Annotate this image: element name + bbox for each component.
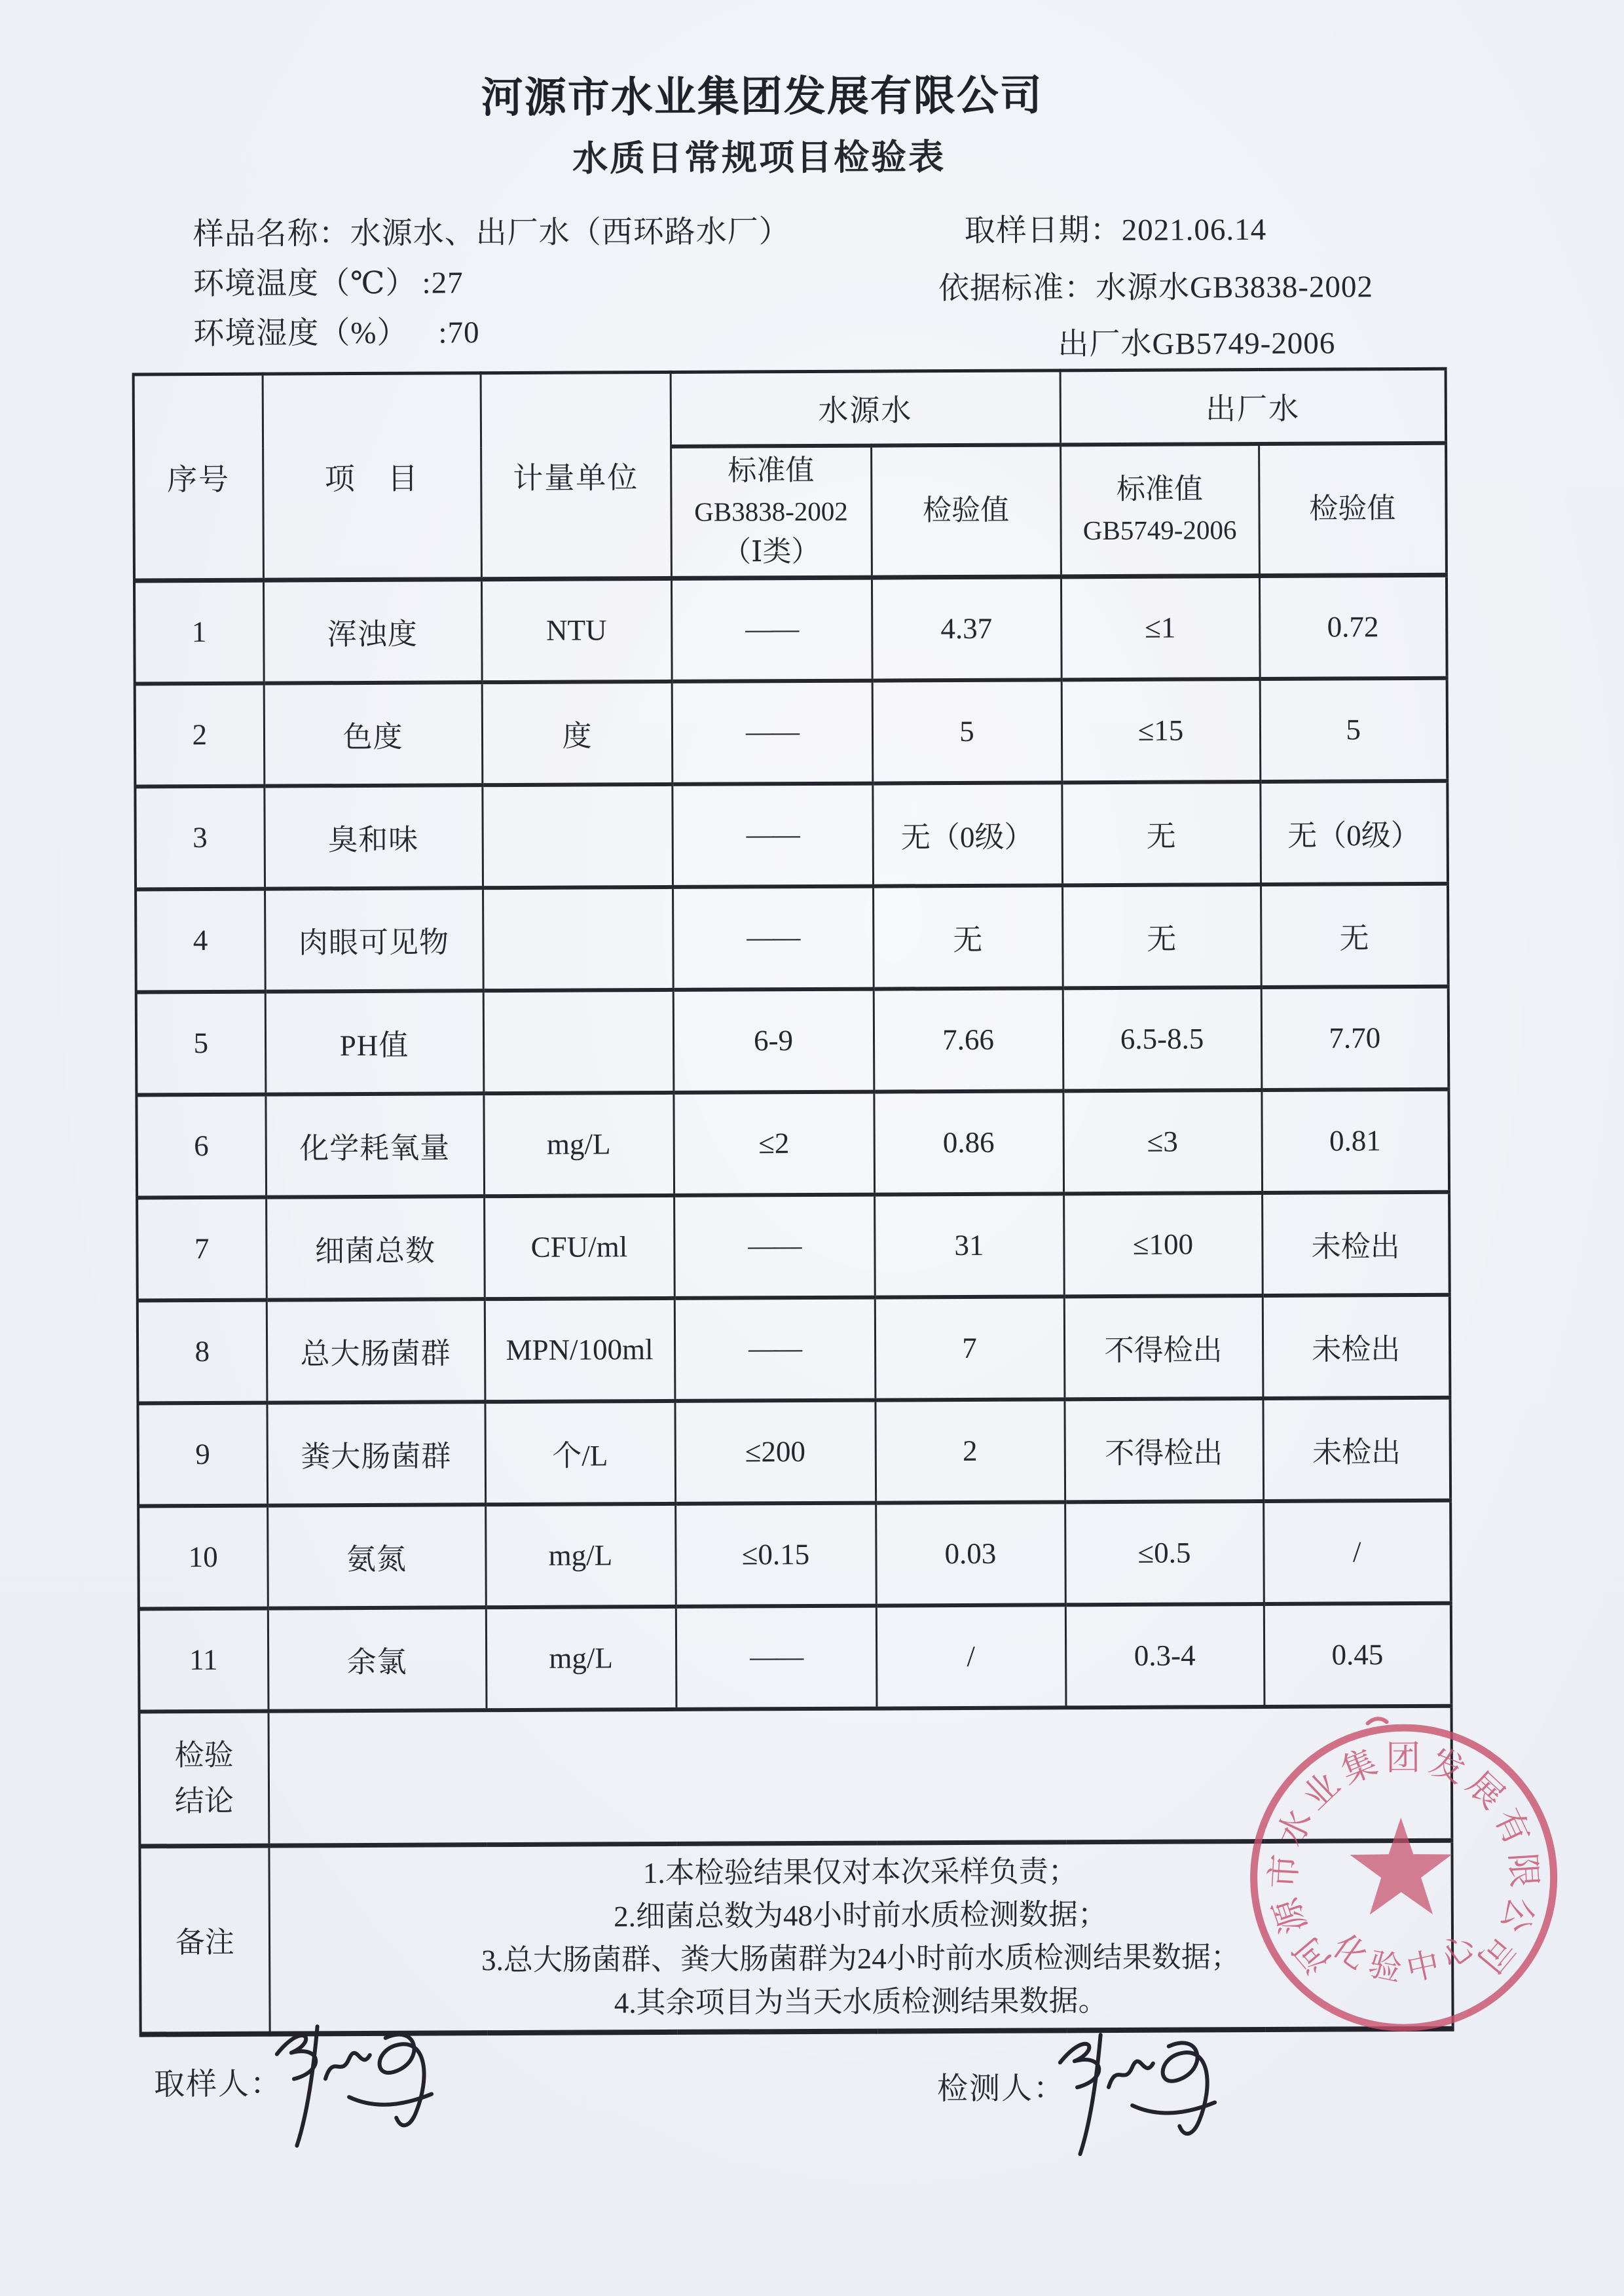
cell-source-standard: ——	[676, 1605, 877, 1709]
env-humidity-value: :70	[438, 316, 480, 350]
remark-label: 备注	[139, 1846, 269, 2034]
cell-outlet-value: 7.70	[1261, 986, 1449, 1089]
cell-outlet-value: 0.45	[1264, 1603, 1452, 1706]
seal-char: 团	[1386, 1739, 1421, 1778]
conclusion-label: 检验结论	[139, 1711, 269, 1846]
cell-outlet-value: 未检出	[1262, 1192, 1450, 1295]
cell-outlet-standard: 不得检出	[1064, 1398, 1263, 1502]
seal-star-icon	[1350, 1817, 1452, 1915]
cell-outlet-value: 未检出	[1263, 1294, 1450, 1398]
cell-outlet-standard: ≤0.5	[1065, 1501, 1264, 1605]
cell-unit	[483, 989, 674, 1093]
outlet-standard-line2: GB5749-2006	[1082, 515, 1237, 546]
cell-outlet-value: /	[1263, 1500, 1451, 1603]
cell-unit: mg/L	[483, 1092, 674, 1195]
cell-seq: 5	[136, 991, 266, 1095]
cell-source-standard: ——	[672, 680, 873, 784]
seal-char: 中	[1403, 1945, 1443, 1988]
outlet-standard-line1: 标准值	[1116, 473, 1203, 506]
document-title: 水质日常规项目检验表	[572, 137, 946, 179]
table-row	[138, 1397, 1450, 1506]
standard-line	[938, 262, 1373, 308]
sampling-date-label: 取样日期：	[964, 213, 1122, 248]
table-row	[137, 1192, 1450, 1300]
cell-item: PH值	[265, 991, 484, 1094]
col-header-seq: 序号	[134, 374, 263, 581]
cell-seq: 6	[136, 1094, 266, 1197]
cell-outlet-standard: 无	[1061, 782, 1261, 885]
col-header-outlet-value: 检验值	[1259, 443, 1447, 575]
cell-item: 色度	[264, 682, 483, 786]
cell-unit: NTU	[481, 578, 672, 682]
seal-char: 化	[1326, 1927, 1375, 1977]
cell-outlet-standard: 6.5-8.5	[1063, 987, 1262, 1091]
cell-unit	[483, 886, 673, 990]
source-standard-line1: 标准值	[728, 454, 815, 487]
seal-char: 水	[1270, 1804, 1320, 1852]
cell-source-standard: ≤0.15	[675, 1503, 876, 1606]
cell-item: 肉眼可见物	[265, 888, 483, 991]
cell-item: 余氯	[268, 1607, 487, 1711]
sample-name-label: 样品名称：	[193, 217, 350, 252]
env-humidity-label: 环境湿度（%）	[193, 316, 409, 352]
env-temp-line	[193, 258, 464, 303]
cell-source-standard: ——	[674, 1194, 875, 1298]
table-group-header-row	[134, 369, 1446, 448]
cell-item: 浑浊度	[263, 579, 482, 683]
env-temp-value: :27	[422, 266, 464, 301]
cell-seq: 9	[138, 1402, 267, 1506]
cell-seq: 7	[137, 1197, 267, 1300]
table-row	[136, 986, 1449, 1095]
cell-item: 细菌总数	[266, 1196, 485, 1300]
cell-source-standard: ——	[672, 783, 873, 886]
cell-seq: 10	[138, 1505, 268, 1609]
table-row	[134, 575, 1447, 683]
seal-char: 源	[1267, 1893, 1315, 1939]
cell-source-value: 7.66	[874, 988, 1063, 1091]
seal-char: 验	[1365, 1945, 1405, 1988]
group-header-source-water: 水源水	[671, 371, 1060, 446]
table-row	[135, 678, 1448, 786]
seal-char: 展	[1459, 1764, 1511, 1817]
seal-graphics	[1253, 1718, 1555, 2028]
cell-source-standard: ≤2	[673, 1091, 874, 1195]
env-humidity-line	[193, 308, 480, 353]
standard-source-value: 水源水GB3838-2002	[1095, 270, 1374, 306]
standard-outlet-value: 出厂水GB5749-2006	[1058, 326, 1336, 362]
source-standard-line2: GB3838-2002	[694, 496, 848, 528]
seal-char: 市	[1264, 1853, 1305, 1890]
table-row	[138, 1500, 1451, 1609]
cell-outlet-standard: 无	[1062, 884, 1261, 988]
env-temp-label: 环境温度（℃）	[193, 266, 417, 302]
col-header-outlet-standard	[1060, 444, 1259, 577]
cell-outlet-standard: ≤3	[1063, 1090, 1262, 1194]
cell-source-value: 4.37	[872, 577, 1061, 680]
col-header-source-standard	[671, 445, 872, 578]
cell-unit: mg/L	[485, 1503, 676, 1607]
cell-outlet-value: 0.72	[1259, 575, 1447, 678]
seal-char: 限	[1502, 1851, 1543, 1889]
cell-unit: CFU/ml	[484, 1195, 674, 1298]
table-row	[138, 1294, 1450, 1403]
sample-name-line	[193, 207, 790, 253]
tester-signature	[1040, 2005, 1237, 2176]
cell-source-standard: 6-9	[673, 989, 874, 1092]
seal-char: 司	[1469, 1928, 1521, 1980]
cell-source-standard: ——	[673, 886, 874, 989]
cell-item: 粪大肠菌群	[267, 1402, 485, 1505]
col-header-unit: 计量单位	[481, 372, 671, 579]
seal-char: 心	[1433, 1926, 1482, 1976]
company-seal	[1240, 1713, 1568, 2042]
cell-source-value: 无（0级）	[872, 782, 1062, 886]
cell-item: 化学耗氧量	[265, 1093, 484, 1197]
seal-char: 河	[1287, 1929, 1338, 1980]
sample-name-value: 水源水、出厂水（西环路水厂）	[350, 215, 790, 251]
source-standard-line3: （Ⅰ类）	[722, 536, 821, 568]
cell-source-value: 7	[875, 1296, 1065, 1400]
cell-source-standard: ——	[674, 1297, 876, 1400]
cell-source-value: 无	[873, 885, 1063, 989]
cell-outlet-standard: ≤100	[1063, 1193, 1263, 1296]
seal-char: 公	[1493, 1892, 1541, 1937]
seal-smudge	[1368, 1719, 1387, 1723]
col-header-source-value: 检验值	[871, 445, 1061, 577]
tester-label: 检测人：	[936, 2071, 1066, 2107]
sampler-label: 取样人：	[153, 2067, 283, 2102]
cell-outlet-value: 无（0级）	[1260, 780, 1448, 884]
cell-source-standard: ≤200	[674, 1400, 876, 1503]
cell-seq: 8	[138, 1300, 267, 1403]
group-header-outlet-water: 出厂水	[1060, 369, 1446, 445]
seal-char: 发	[1424, 1743, 1471, 1791]
cell-outlet-value: 0.81	[1261, 1089, 1449, 1192]
cell-source-value: /	[876, 1605, 1066, 1708]
remark-line-3: 3.总大肠菌群、粪大肠菌群为24小时前水质检测结果数据；	[481, 1940, 1240, 1977]
col-header-item: 项 目	[263, 373, 481, 580]
cell-outlet-value: 5	[1260, 678, 1448, 781]
cell-unit: mg/L	[486, 1606, 676, 1709]
cell-unit: MPN/100ml	[485, 1298, 675, 1401]
seal-char: 有	[1486, 1803, 1536, 1851]
cell-unit: 度	[482, 681, 673, 784]
cell-source-value: 0.03	[876, 1502, 1065, 1605]
cell-seq: 1	[134, 580, 264, 683]
cell-unit: 个/L	[485, 1400, 675, 1504]
cell-outlet-value: 未检出	[1263, 1397, 1450, 1501]
cell-unit	[482, 784, 673, 887]
table-row	[139, 1603, 1452, 1711]
table-row	[136, 883, 1449, 992]
company-title: 河源市水业集团发展有限公司	[481, 72, 1043, 122]
table-row	[136, 1089, 1449, 1197]
cell-outlet-standard: 不得检出	[1064, 1296, 1263, 1399]
cell-source-standard: ——	[671, 577, 872, 681]
cell-item: 臭和味	[264, 785, 483, 888]
remark-line-1: 1.本检验结果仅对本次采样负责；	[642, 1854, 1078, 1889]
cell-item: 总大肠菌群	[267, 1299, 485, 1402]
cell-source-value: 31	[874, 1194, 1064, 1297]
remark-line-2: 2.细菌总数为48小时前水质检测数据；	[614, 1897, 1108, 1933]
standard-label: 依据标准：	[938, 271, 1096, 306]
table-row	[135, 780, 1448, 889]
cell-source-value: 0.86	[874, 1091, 1063, 1194]
cell-source-value: 2	[875, 1399, 1065, 1503]
cell-item: 氨氮	[267, 1504, 486, 1608]
cell-outlet-value: 无	[1261, 883, 1449, 987]
cell-seq: 11	[139, 1608, 268, 1711]
sampler-signature	[257, 1997, 454, 2168]
cell-seq: 4	[136, 888, 265, 992]
cell-seq: 2	[135, 683, 265, 786]
remark-line-4: 4.其余项目为当天水质检测结果数据。	[614, 1984, 1108, 2020]
seal-char: 业	[1296, 1765, 1348, 1817]
cell-outlet-standard: 0.3-4	[1065, 1603, 1264, 1707]
sampling-date-value: 2021.06.14	[1121, 212, 1267, 247]
seal-char: 集	[1336, 1743, 1382, 1792]
cell-outlet-standard: ≤15	[1061, 679, 1261, 782]
cell-seq: 3	[135, 786, 265, 889]
cell-outlet-standard: ≤1	[1061, 576, 1260, 680]
cell-source-value: 5	[872, 680, 1062, 783]
seal-center-text	[1327, 1926, 1483, 1989]
sampling-date-line	[964, 205, 1266, 250]
